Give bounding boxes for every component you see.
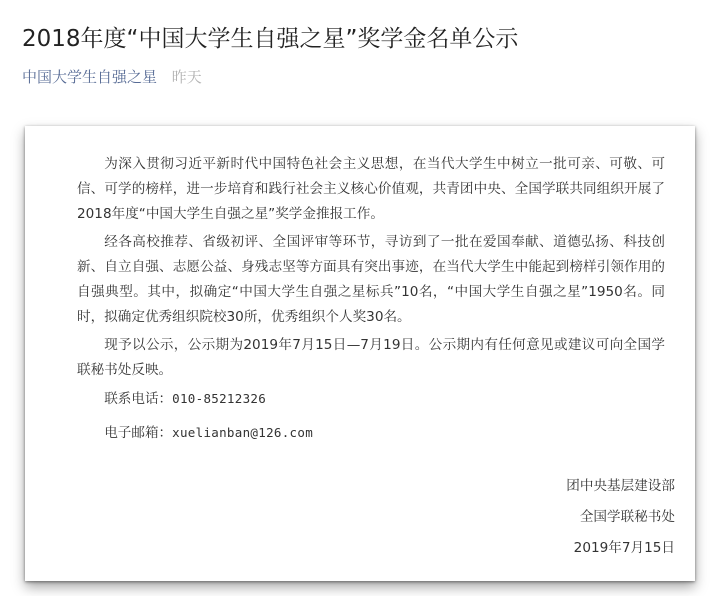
article-meta bbox=[22, 66, 202, 88]
signature-org-1: 团中央基层建设部 bbox=[566, 478, 675, 494]
notice-card bbox=[25, 126, 695, 581]
contact-email-value: xuelianban@126.com bbox=[172, 425, 314, 440]
notice-body bbox=[77, 152, 665, 454]
signature-block bbox=[566, 472, 675, 565]
account-name-link[interactable]: 中国大学生自强之星 bbox=[22, 68, 158, 86]
notice-paragraph: 为深入贯彻习近平新时代中国特色社会主义思想，在当代大学生中树立一批可亲、可敬、可信、可学的榜样，进一步培育和践行社会主义核心价值观，共青团中央、全国学联共同组织开展了2018年度“中国大学生自强之星”奖学金推报工作。 bbox=[77, 156, 665, 222]
signature-date: 2019年7月15日 bbox=[573, 540, 675, 556]
contact-email-label: 电子邮箱： bbox=[104, 425, 173, 441]
contact-email-line bbox=[77, 420, 665, 446]
signature-org-2: 全国学联秘书处 bbox=[579, 509, 675, 525]
article-title: 2018年度“中国大学生自强之星”奖学金名单公示 bbox=[22, 26, 519, 52]
contact-phone-value: 010-85212326 bbox=[172, 391, 267, 406]
contact-phone-label: 联系电话： bbox=[104, 391, 173, 407]
contact-phone-line bbox=[77, 386, 665, 412]
notice-paragraph: 现予以公示，公示期为2019年7月15日—7月19日。公示期内有任何意见或建议可向全国学联秘书处反映。 bbox=[77, 337, 665, 378]
notice-paragraph: 经各高校推荐、省级初评、全国评审等环节，寻访到了一批在爱国奉献、道德弘扬、科技创新、自立自强、志愿公益、身残志坚等方面具有突出事迹，在当代大学生中能起到榜样引领作用的自强典型。其中，拟确定“中国大学生自强之星标兵”10名，“中国大学生自强之星”1950名。同时，拟确定优秀组织院校30所，优秀组织个人奖30名。 bbox=[77, 234, 665, 325]
publish-time: 昨天 bbox=[171, 68, 202, 86]
